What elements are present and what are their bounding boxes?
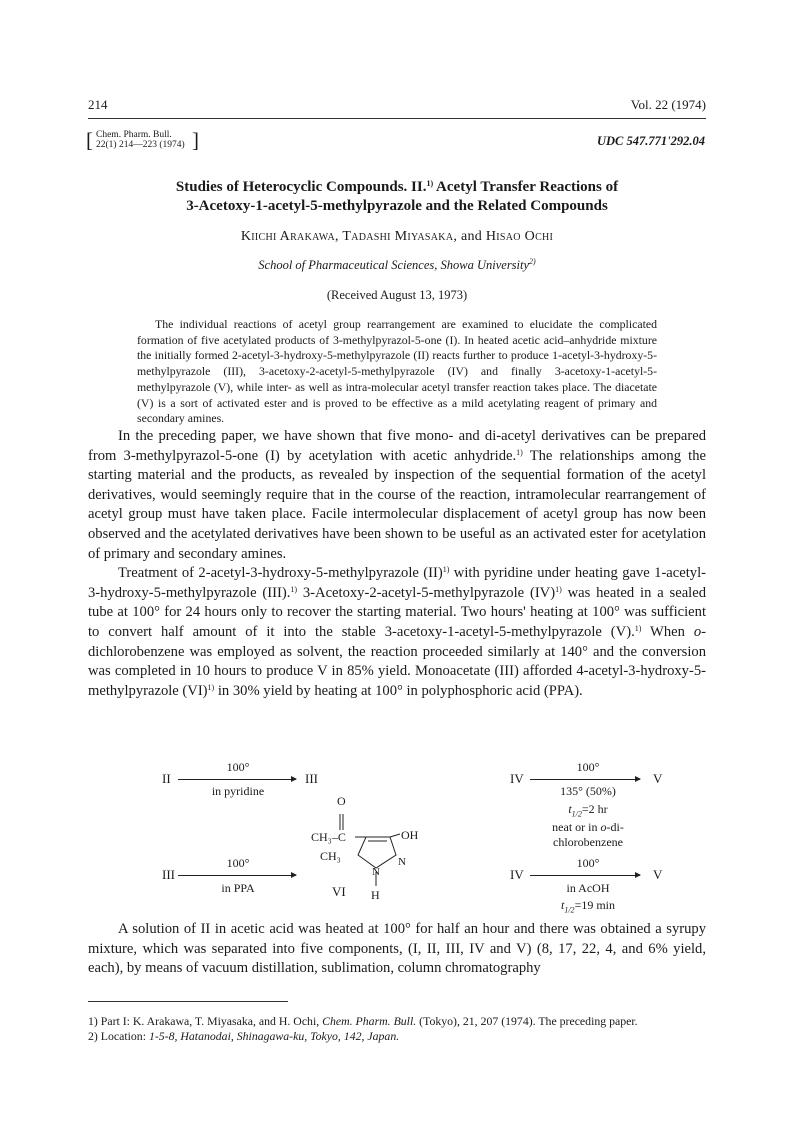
footnotes [88,1014,706,1044]
r1-product: III [305,771,318,786]
r4-reactant: IV [510,867,524,882]
affiliation: School of Pharmaceutical Sciences, Showa University$^{2)}$ [258,257,536,272]
author-2: Tadashi Miyasaka [342,229,454,244]
hydroxy-bond [390,834,400,837]
r3-product: V [653,771,663,786]
volume-label: Vol. 22 (1974) [630,97,706,112]
author-3: Hisao Ochi [485,229,554,244]
paragraph-1: In the preceding paper, we have shown that five mono- and di-acetyl derivatives can be prepared from 3-methylpyrazol-5-one (I) by acetylation with acetic anhydride.$^{1)}$ The relationships among the starting material and the products, as revealed by inspection of the sequential formation of the acetyl derivatives, would seemingly require that in the course of the reaction, intramolecular rearrangement of acetyl group must have taken place. Facile intermolecular displacement of acetyl group has now been observed and the acetylated derivatives have been shown to be useful as an activated ester for acetylation of primary and secondary amines. [88,428,706,562]
r2-reactant: III [162,867,175,882]
r3-reactant: IV [510,771,524,786]
page-number: 214 [88,97,108,112]
affiliation-footnote-mark: 2) [529,257,536,266]
r2-arrow [178,875,296,876]
r2-condition-above: 100° [226,856,250,870]
footnote-2: 2) Location: 1-5-8, Hatanodai, Shinagawa-ku, Tokyo, 142, Japan. [88,1029,400,1043]
title-line-2: 3-Acetoxy-1-acetyl-5-methylpyrazole and the Related Compounds [186,198,608,214]
abstract: The individual reactions of acetyl group rearrangement are examined to elucidate the complicated formation of five acetylated products of 3-methylpyrazol-5-one (I). In heated acetic acid–anhydride mixture the initially formed 2-acetyl-3-hydroxy-5-methylpyrazole (II) reacts further to produce 1-acetyl-3-hydroxy-5-methylpyrazole (III), 3-acetoxy-2-acetyl-5-methylpyrazole (IV) and finally 3-acetoxy-1-acetyl-5-methylpyrazole (V), while inter- as well as intra-molecular acetyl transfer reaction takes place. The diacetate (V) is a sort of activated ester and is proved to be effective as a mild acetylating reagent of primary and secondary amines. [137,317,657,426]
vi-nitrogen-2: N [398,856,406,868]
vi-acetyl: CH₃–C [311,830,346,844]
title-footnote-mark: 1) [426,179,434,188]
r1-condition-above: 100° [226,760,250,774]
r4-condition-below-2: $t_{1/2}=19$ min [560,898,615,915]
r4-condition-above: 100° [576,856,600,870]
citation-line-2: 22(1) 214—223 (1974) [96,140,185,150]
vi-hydrogen: H [371,888,380,902]
title-line-1-rest: Acetyl Transfer Reactions of [433,179,619,195]
pyrazole-ring [358,837,396,868]
r4-arrow [530,875,640,876]
r1-reactant: II [162,771,171,786]
footnote-rule [88,1001,288,1002]
citation-box: [ Chem. Pharm. Bull. 22(1) 214—223 (1974) ] [86,128,199,152]
r4-product: V [653,867,663,882]
r1-arrow [178,779,296,780]
r3-condition-above: 100° [576,760,600,774]
vi-compound-label: VI [332,884,346,899]
r3-condition-below-3: neat or in o-di- [552,820,624,834]
received-date: (Received August 13, 1973) [326,288,468,302]
r1-condition-below: in pyridine [211,784,265,798]
citation-line-1: Chem. Pharm. Bull. [96,130,172,140]
vi-methyl: CH₃ [320,849,341,863]
r3-condition-below-4: chlorobenzene [553,835,623,849]
vi-hydroxy: OH [401,828,419,842]
vi-oxygen: O [337,794,346,808]
compound-vi-structure [300,790,430,900]
r2-condition-below: in PPA [221,881,255,895]
paragraph-3: A solution of II in acetic acid was heated at 100° for half an hour and there was obtained a syrupy mixture, which was separated into five components, (I, II, III, IV and V) (8, 17, 22, 4, and 6% yield, each), by means of vacuum distillation, sublimation, column chromatography [88,921,706,977]
title-line-1: Studies of Heterocyclic Compounds. II. [175,179,427,195]
body-text-lower [88,920,706,979]
footnote-1: 1) Part I: K. Arakawa, T. Miyasaka, and H. Ochi, Chem. Pharm. Bull. (Tokyo), 21, 207 (1974). The preceding paper. [88,1014,638,1028]
author-1: Kiichi Arakawa [240,229,335,244]
author-list: Kiichi Arakawa, Tadashi Miyasaka, and Hisao Ochi [240,229,554,244]
vi-nitrogen-1: N [372,866,380,878]
r3-condition-below-2: $t_{1/2}=2$ hr [568,802,608,819]
r3-condition-below-1: 135° (50%) [560,784,616,798]
paragraph-2: Treatment of 2-acetyl-3-hydroxy-5-methylpyrazole (II)$^{1)}$ with pyridine under heating gave 1-acetyl-3-hydroxy-5-methylpyrazole (III).$^{1)}$ 3-Acetoxy-2-acetyl-5-methylpyrazole (IV)$^{1)}$ was heated in a sealed tube at 100° for 24 hours only to recover the starting material. Two hours' heating at 100° was sufficient to convert half amount of it into the stable 3-acetoxy-1-acetyl-5-methylpyrazole (V).$^{1)}$ When o-dichlorobenzene was employed as solvent, the reaction proceeded similarly at 140° and the conversion was completed in 10 hours to produce V in 85% yield. Monoacetate (III) afforded 4-acetyl-3-hydroxy-5-methylpyrazole (VI)$^{1)}$ in 30% yield by heating at 100° in polyphosphoric acid (PPA). [88,565,706,699]
udc-code: UDC 547.771'292.04 [597,134,705,148]
r4-condition-below-1: in AcOH [566,881,610,895]
r3-arrow [530,779,640,780]
